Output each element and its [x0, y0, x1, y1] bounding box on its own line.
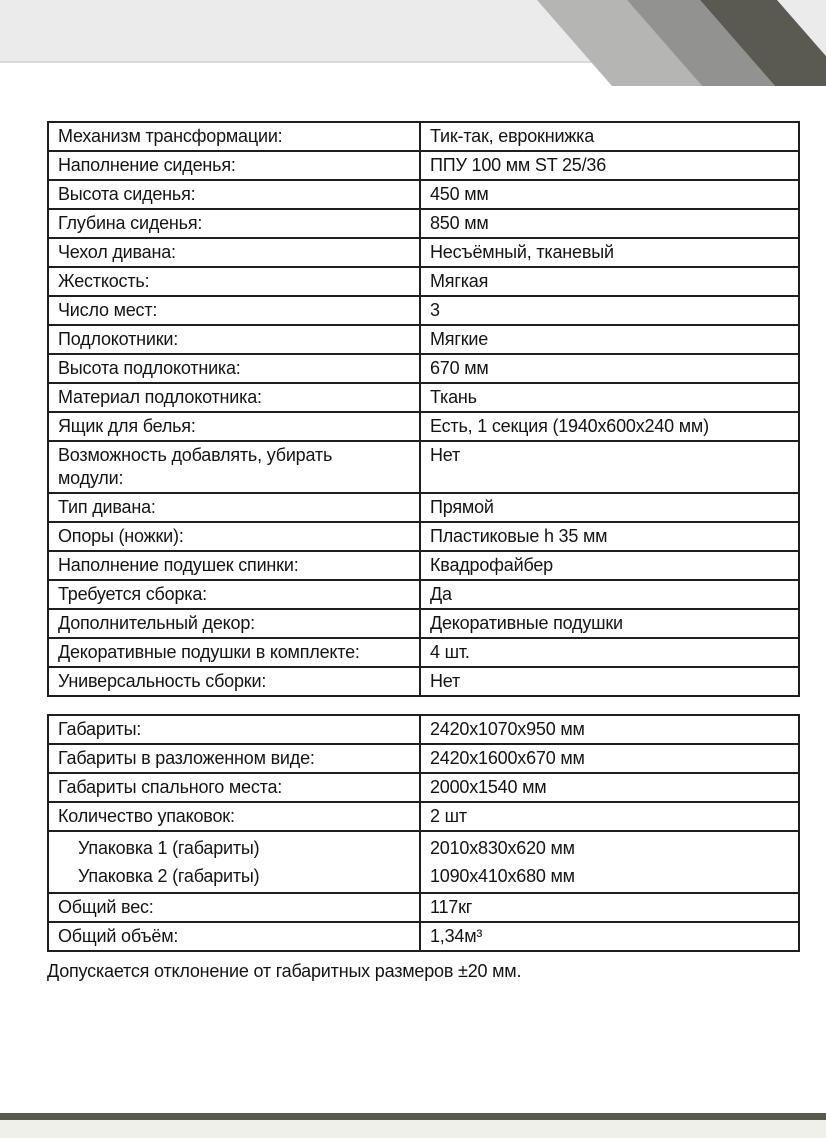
table-row — [48, 773, 799, 802]
table-row — [48, 522, 799, 551]
table-row — [48, 412, 799, 441]
dim-value-cell: 2000х1540 мм — [420, 773, 799, 802]
dim-value-cell: 2 шт — [420, 802, 799, 831]
spec-value-cell: Мягкая — [420, 267, 799, 296]
table-row — [48, 209, 799, 238]
spec-label-cell: Жесткость: — [48, 267, 420, 296]
spec-label-cell — [48, 441, 420, 493]
spec-value-cell: Да — [420, 580, 799, 609]
table-row — [48, 551, 799, 580]
spec-value-cell: Мягкие — [420, 325, 799, 354]
table-row — [48, 151, 799, 180]
package-1-label: Упаковка 1 (габариты) — [78, 838, 260, 858]
spec-label-cell: Наполнение сиденья: — [48, 151, 420, 180]
table-row — [48, 180, 799, 209]
spec-label-cell: Наполнение подушек спинки: — [48, 551, 420, 580]
spec-table — [47, 121, 800, 697]
spec-value-cell: Есть, 1 секция (1940х600х240 мм) — [420, 412, 799, 441]
spec-value-cell: 3 — [420, 296, 799, 325]
spec-label-cell: Механизм трансформации: — [48, 122, 420, 151]
spec-value-cell: Пластиковые h 35 мм — [420, 522, 799, 551]
package-row — [48, 831, 799, 893]
spec-value-cell: Квадрофайбер — [420, 551, 799, 580]
table-row — [48, 122, 799, 151]
content-area — [47, 121, 800, 982]
package-label-cell — [48, 831, 420, 893]
dim-label-cell: Габариты в разложенном виде: — [48, 744, 420, 773]
dim-value-cell: 1,34м³ — [420, 922, 799, 951]
spec-label-cell: Ящик для белья: — [48, 412, 420, 441]
spec-label-cell: Универсальность сборки: — [48, 667, 420, 696]
spec-label-cell: Опоры (ножки): — [48, 522, 420, 551]
spec-label-cell: Чехол дивана: — [48, 238, 420, 267]
spec-value-cell: ППУ 100 мм ST 25/36 — [420, 151, 799, 180]
spec-value-cell: Прямой — [420, 493, 799, 522]
table-row — [48, 296, 799, 325]
bottom-footer-band — [0, 1120, 826, 1138]
spec-label-cell: Дополнительный декор: — [48, 609, 420, 638]
dim-label-cell: Количество упаковок: — [48, 802, 420, 831]
dim-label-cell: Общий объём: — [48, 922, 420, 951]
spec-label-cell: Подлокотники: — [48, 325, 420, 354]
spec-value-cell: Ткань — [420, 383, 799, 412]
dim-label-cell: Общий вес: — [48, 893, 420, 922]
table-row — [48, 325, 799, 354]
table-row — [48, 267, 799, 296]
dimensions-table — [47, 714, 800, 952]
package-1-value: 2010х830х620 мм — [430, 838, 575, 858]
dim-label-cell: Габариты спального места: — [48, 773, 420, 802]
table-row — [48, 893, 799, 922]
dim-value-cell: 2420х1070х950 мм — [420, 715, 799, 744]
spec-value-cell: Декоративные подушки — [420, 609, 799, 638]
dim-value-cell: 117кг — [420, 893, 799, 922]
table-row — [48, 441, 799, 493]
spec-value-cell: Нет — [420, 441, 799, 493]
package-2-label: Упаковка 2 (габариты) — [78, 866, 260, 886]
spec-value-cell: Несъёмный, тканевый — [420, 238, 799, 267]
spec-value-cell: Тик-так, еврокнижка — [420, 122, 799, 151]
table-row — [48, 580, 799, 609]
spec-label-cell: Глубина сиденья: — [48, 209, 420, 238]
spec-value-cell: 850 мм — [420, 209, 799, 238]
table-row — [48, 715, 799, 744]
spec-value-cell: 450 мм — [420, 180, 799, 209]
dim-value-cell: 2420х1600х670 мм — [420, 744, 799, 773]
table-row — [48, 238, 799, 267]
spec-value-cell: Нет — [420, 667, 799, 696]
table-row — [48, 922, 799, 951]
spec-value-cell: 4 шт. — [420, 638, 799, 667]
table-row — [48, 383, 799, 412]
table-row — [48, 493, 799, 522]
table-row — [48, 744, 799, 773]
dim-label-cell: Габариты: — [48, 715, 420, 744]
package-value-cell — [420, 831, 799, 893]
spec-label-cell: Материал подлокотника: — [48, 383, 420, 412]
spec-label-cell: Число мест: — [48, 296, 420, 325]
table-row — [48, 638, 799, 667]
spec-label-cell: Декоративные подушки в комплекте: — [48, 638, 420, 667]
spec-value-cell: 670 мм — [420, 354, 799, 383]
tolerance-note: Допускается отклонение от габаритных размеров ±20 мм. — [47, 961, 522, 981]
spec-label-text: Возможность добавлять, убирать модули: — [58, 445, 333, 488]
spec-label-cell: Тип дивана: — [48, 493, 420, 522]
table-row — [48, 354, 799, 383]
table-row — [48, 802, 799, 831]
table-row — [48, 667, 799, 696]
diagonal-stripes-decoration — [526, 0, 826, 86]
table-row — [48, 609, 799, 638]
bottom-divider-bar — [0, 1113, 826, 1120]
spec-label-cell: Требуется сборка: — [48, 580, 420, 609]
package-2-value: 1090х410х680 мм — [430, 866, 575, 886]
spec-label-cell: Высота подлокотника: — [48, 354, 420, 383]
spec-label-cell: Высота сиденья: — [48, 180, 420, 209]
